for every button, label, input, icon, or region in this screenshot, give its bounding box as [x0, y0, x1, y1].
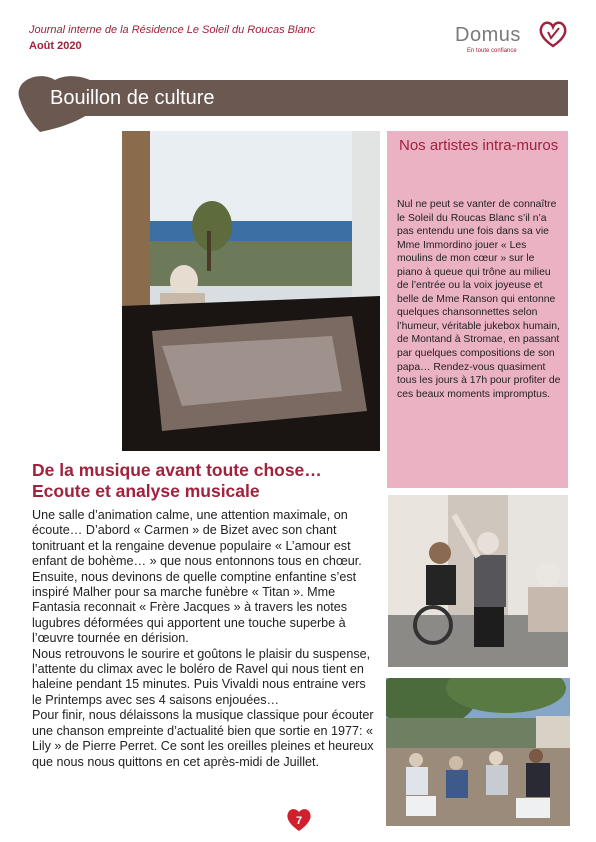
piano-photo: [122, 131, 380, 451]
article-heading-line2: Ecoute et analyse musicale: [32, 481, 260, 501]
article-heading-line1: De la musique avant toute chose…: [32, 460, 322, 480]
domus-logo: [455, 18, 570, 60]
issue-date: Août 2020: [29, 40, 82, 52]
sidebar-body: Nul ne peut se vanter de connaître le Soleil du Roucas Blanc s’il n’a pas entendu une fois dans sa vie Mme Immordino jouer « Les moulins de mon cœur » sur le piano à queue qui trône au milieu de l’entrée ou la voix joyeuse et belle de Mme Ranson qui entonne quelques chansonnettes selon l’humeur, véritable jukebox humain, de Montand à Stromae, en passant par quelques compositions de son papa… Rendez-vous quasiment tous les jours à 17h pour profiter de ces beaux moments impromptus.: [397, 199, 561, 400]
article-body: [32, 508, 377, 770]
listening-session-image: [388, 495, 568, 667]
sidebar-title: Nos artistes intra-muros: [399, 137, 559, 154]
logo-tagline: En toute confiance: [467, 48, 517, 54]
section-title: Bouillon de culture: [50, 87, 215, 109]
article-heading: [32, 460, 382, 502]
piano-photo-image: [122, 131, 380, 451]
article-paragraph: Nous retrouvons le sourire et goûtons le plaisir du suspense, l’attente du climax avec le boléro de Ravel qui nous tient en haleine pendant 15 minutes. Puis Vivaldi nous entraine vers le Printemps avec ses 4 saisons enjouées…: [32, 646, 371, 707]
logo-brand: Domus: [455, 24, 521, 46]
listening-session-photo: [388, 495, 568, 667]
heart-logo-icon: [537, 18, 569, 50]
outdoor-gathering-photo: [386, 678, 570, 826]
page-number-badge: [285, 806, 313, 832]
article-paragraph: Une salle d’animation calme, une attention maximale, on écoute… D’abord « Carmen » de Bizet avec son chant tonitruant et la rengaine devenue populaire « L’amour est enfant de bohème… » que nous entonnons tous en chœur. Ensuite, nous devinons de quelle comptine enfantine s’est inspiré Malher pour sa marche funèbre « Titan ». Mme Fantasia reconnait « Frère Jacques » à travers les notes lugubres déformées qui apportent une touche superbe à l’œuvre tournée en dérision.: [32, 508, 362, 646]
outdoor-gathering-image: [386, 678, 570, 826]
article-paragraph: Pour finir, nous délaissons la musique classique pour écouter une chanson empreinte d’actualité bien que sortie en 1977: « Lily » de Pierre Perret. Ce sont les oreilles pleines et heureux que nous nous quittons en cet après-midi de Juillet.: [32, 708, 374, 769]
page-number: 7: [295, 815, 303, 827]
journal-title: Journal interne de la Résidence Le Soleil du Roucas Blanc: [29, 24, 316, 36]
